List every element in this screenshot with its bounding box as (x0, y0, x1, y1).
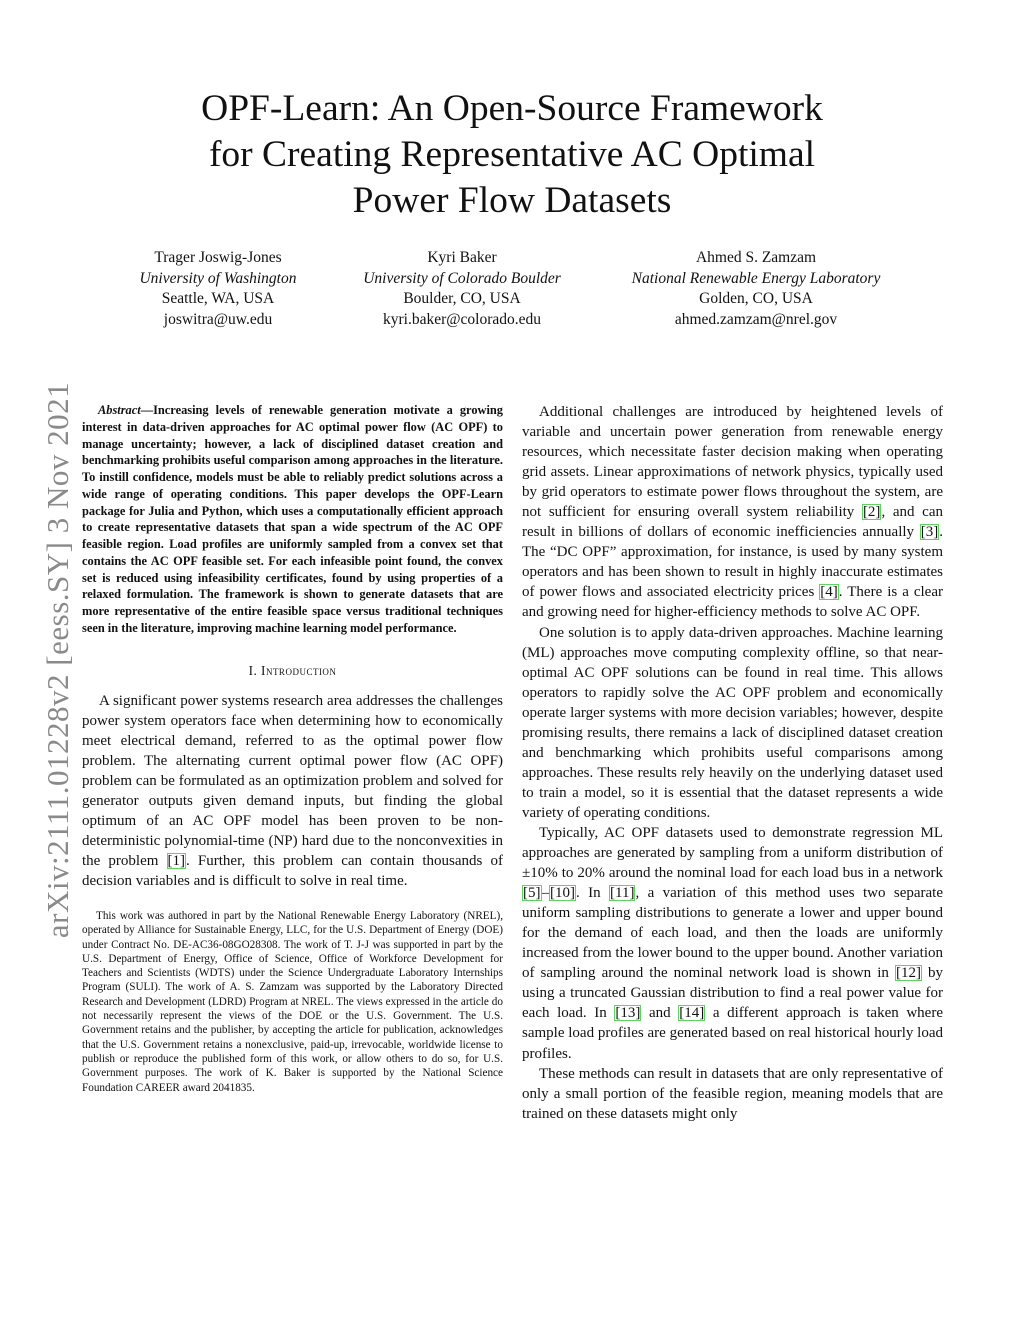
paragraph-text: a different approach is taken where sample load profiles are generated based on real historical hourly load profiles. (522, 1005, 943, 1062)
author-affiliation: University of Colorado Boulder (363, 269, 561, 287)
title-line: OPF-Learn: An Open-Source Framework (201, 88, 823, 129)
section-heading: I. Introduction (248, 662, 337, 678)
author-name: Kyri Baker (427, 249, 497, 266)
arxiv-identifier: arXiv:2111.01228v2 [eess.SY] 3 Nov 2021 (40, 381, 75, 939)
author-affiliation: University of Washington (139, 269, 297, 287)
paragraph-text: Additional challenges are introduced by heightened levels of variable and uncertain power generation from renewable energy resources, which necessitate faster decision making when operating grid assets. Linear approximations of network physics, typically used by grid operators to estimate power flows throughout the system, are not sufficient for ensuring overall system reliability (522, 404, 943, 521)
author-block (606, 248, 906, 330)
author-block (342, 248, 582, 330)
title-line: Power Flow Datasets (352, 180, 672, 221)
abstract-label: Abstract (98, 403, 141, 417)
intro-paragraph (82, 691, 503, 891)
author-email: joswitra@uw.edu (163, 310, 273, 328)
citation-link[interactable]: [13] (615, 1005, 641, 1022)
abstract-text: —Increasing levels of renewable generation motivate a growing interest in data-driven approaches for AC optimal power flow (AC OPF) to manage uncertainty; however, a lack of disciplined dataset creation and benchmarking prohibits useful comparison among approaches in the literature. To instill confidence, models must be able to reliably predict solutions across a wide range of operating conditions. This paper develops the OPF-Learn package for Julia and Python, which uses a computationally efficient approach to create representative datasets that span a wide spectrum of the AC OPF feasible region. Load profiles are uniformly sampled from a convex set that contains the AC OPF feasible set. For each infeasible point found, the convex set is reduced using infeasibility certificates, found by using properties of a relaxed formulation. The framework is shown to generate datasets that are more representative of the entire feasible space versus traditional techniques seen in the literature, improving machine learning model performance. (82, 403, 503, 635)
paragraph-text: and (641, 1005, 679, 1022)
citation-link[interactable]: [12] (895, 965, 921, 982)
author-name: Trager Joswig-Jones (154, 249, 282, 266)
citation-link[interactable]: [14] (679, 1005, 705, 1022)
left-column (82, 402, 503, 1106)
footnote: This work was authored in part by the National Renewable Energy Laboratory (NREL), operated by Alliance for Sustainable Energy, LLC, for the U.S. Department of Energy (DOE) under Contract No. DE-AC36-08GO28308. The work of T. J-J was supported in part by the U.S. Department of Energy, Office of Science, Office of Workforce Development for Teachers and Scientists (WDTS) under the Science Undergraduate Laboratory Internships Program (SULI). The work of A. S. Zamzam was supported by the Laboratory Directed Research and Development (LDRD) Program at NREL. The views expressed in the article do not necessarily represent the views of the DOE or the U.S. Government. The U.S. Government retains and the publisher, by accepting the article for publication, acknowledges that the U.S. Government retains a nonexclusive, paid-up, irrevocable, worldwide license to publish or reproduce the published form of this work, or allow others to do so, for U.S. Government purposes. The work of K. Baker is supported by the National Science Foundation CAREER award 2041835. (82, 909, 503, 1094)
title-line: for Creating Representative AC Optimal (208, 134, 816, 175)
author-location: Boulder, CO, USA (403, 290, 521, 307)
author-location: Golden, CO, USA (699, 290, 813, 307)
paragraph-text: , a variation of this method uses two separate uniform sampling distributions to generate a lower and upper bound for the demand of each load, and then the loads are uniformly increased from the lower bound to the upper bound. Another variation of sampling around the nominal network load is shown in (522, 885, 943, 982)
author-name: Ahmed S. Zamzam (695, 249, 817, 266)
paragraph-text: – (541, 885, 549, 902)
citation-link[interactable]: [10] (550, 885, 575, 902)
body-paragraph: These methods can result in datasets that are only representative of only a small portion of the feasible region, meaning models that are trained on these datasets might only (522, 1065, 943, 1122)
citation-link[interactable]: [1] (167, 852, 186, 869)
body-paragraph (522, 402, 943, 623)
citation-link[interactable]: [2] (862, 504, 881, 521)
body-paragraph (522, 823, 943, 1064)
author-email: kyri.baker@colorado.edu (382, 310, 542, 328)
paragraph-text: Typically, AC OPF datasets used to demonstrate regression ML approaches are generated by sampling from a uniform distribution of ±10% to 20% around the nominal load for each load bus in a network (522, 824, 943, 882)
author-location: Seattle, WA, USA (161, 290, 275, 307)
author-block (118, 248, 318, 330)
body-paragraph: One solution is to apply data-driven approaches. Machine learning (ML) approaches move computing complexity offline, so that near-optimal AC OPF solutions can be found in real time. This allows operators to rapidly solve the AC OPF problem and economically operate larger systems with more decision variables; however, despite promising results, there remains a lack of disciplined dataset creation and benchmarking which prohibits useful comparisons among approaches. These results rely heavily on the underlying dataset used to train a model, so it is essential that the dataset represents a wide variety of operating conditions. (522, 624, 943, 821)
paragraph-text: by using a truncated Gaussian distribution to find a real power value for each load. In (522, 965, 944, 1022)
right-column (522, 402, 943, 1124)
paragraph-text: , and can result in billions of dollars of economic inefficiencies annually (522, 504, 943, 541)
paragraph-text: A significant power systems research area addresses the challenges power system operators face when determining how to economically meet electrical demand, referred to as the optimal power flow problem. The alternating current optimal power flow (AC OPF) problem can be formulated as an optimization problem and solved for generator outputs given demand inputs, but finding the global optimum of an AC OPF model has been proven to be non-deterministic polynomial-time (NP) hard due to the nonconvexities in the problem (82, 692, 503, 869)
paragraph-text: . Further, this problem can contain thousands of decision variables and is difficult to solve in real time. (82, 852, 503, 889)
paper-title (130, 86, 894, 224)
paragraph-text: . In (576, 885, 610, 902)
author-affiliation: National Renewable Energy Laboratory (631, 269, 881, 287)
citation-link[interactable]: [3] (920, 524, 939, 541)
abstract (82, 402, 503, 637)
citation-link[interactable]: [11] (610, 885, 635, 902)
author-email: ahmed.zamzam@nrel.gov (674, 310, 838, 328)
citation-link[interactable]: [4] (820, 584, 838, 601)
paragraph-text: . The “DC OPF” approximation, for instance, is used by many system operators and has been shown to result in highly inaccurate estimates of power flows and associated electricity prices (522, 524, 943, 601)
citation-link[interactable]: [5] (523, 885, 541, 902)
paragraph-text: . There is a clear and growing need for higher-efficiency methods to solve AC OPF. (522, 584, 943, 621)
